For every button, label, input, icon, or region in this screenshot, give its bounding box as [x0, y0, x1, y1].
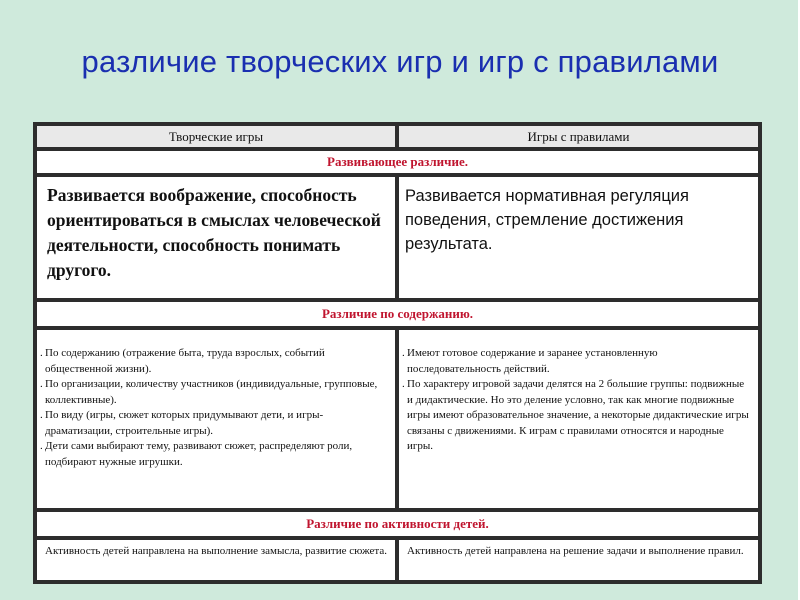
- section-activity-difference: Различие по активности детей.: [37, 512, 758, 536]
- content-creative-list: [37, 330, 395, 508]
- developing-rules-text: Развивается нормативная регуляция поведения, стремление достижения результата.: [399, 177, 758, 298]
- slide-title: различие творческих игр и игр с правилами: [81, 44, 719, 79]
- section-developing-difference: Развивающее различие.: [37, 151, 758, 173]
- list-item: . Дети сами выбирают тему, развивают сюжет, распределяют роли, подбирают нужные игрушки.: [40, 440, 353, 468]
- header-creative-games: Творческие игры: [37, 126, 395, 147]
- section-content-difference: Различие по содержанию.: [37, 302, 758, 326]
- list-item: . По содержанию (отражение быта, труда взрослых, событий общественной жизни).: [40, 347, 325, 375]
- list-item: . По виду (игры, сюжет которых придумывают дети, и игры-драматизации, строительные игры).: [40, 409, 324, 437]
- list-item: . По характеру игровой задачи делятся на 2 большие группы: подвижные и дидактические. Но это деление условно, так как многие подвижные игры имеют образовательное значение, а некоторые дидактические игры связаны с движениями. К играм с правилами относятся и народные игры.: [402, 378, 749, 452]
- comparison-table: [33, 122, 762, 584]
- activity-creative-text: Активность детей направлена на выполнение замысла, развитие сюжета.: [37, 540, 395, 580]
- activity-rules-text: Активность детей направлена на решение задачи и выполнение правил.: [399, 540, 758, 580]
- content-rules-list: [399, 330, 758, 508]
- list-item: . По организации, количеству участников (индивидуальные, групповые, коллективные).: [40, 378, 378, 406]
- list-item: . Имеют готовое содержание и заранее установленную последовательность действий.: [402, 347, 658, 375]
- developing-creative-text: Развивается воображение, способность ориентироваться в смыслах человеческой деятельности, способность понимать другого.: [37, 177, 395, 298]
- header-rule-games: Игры с правилами: [399, 126, 758, 147]
